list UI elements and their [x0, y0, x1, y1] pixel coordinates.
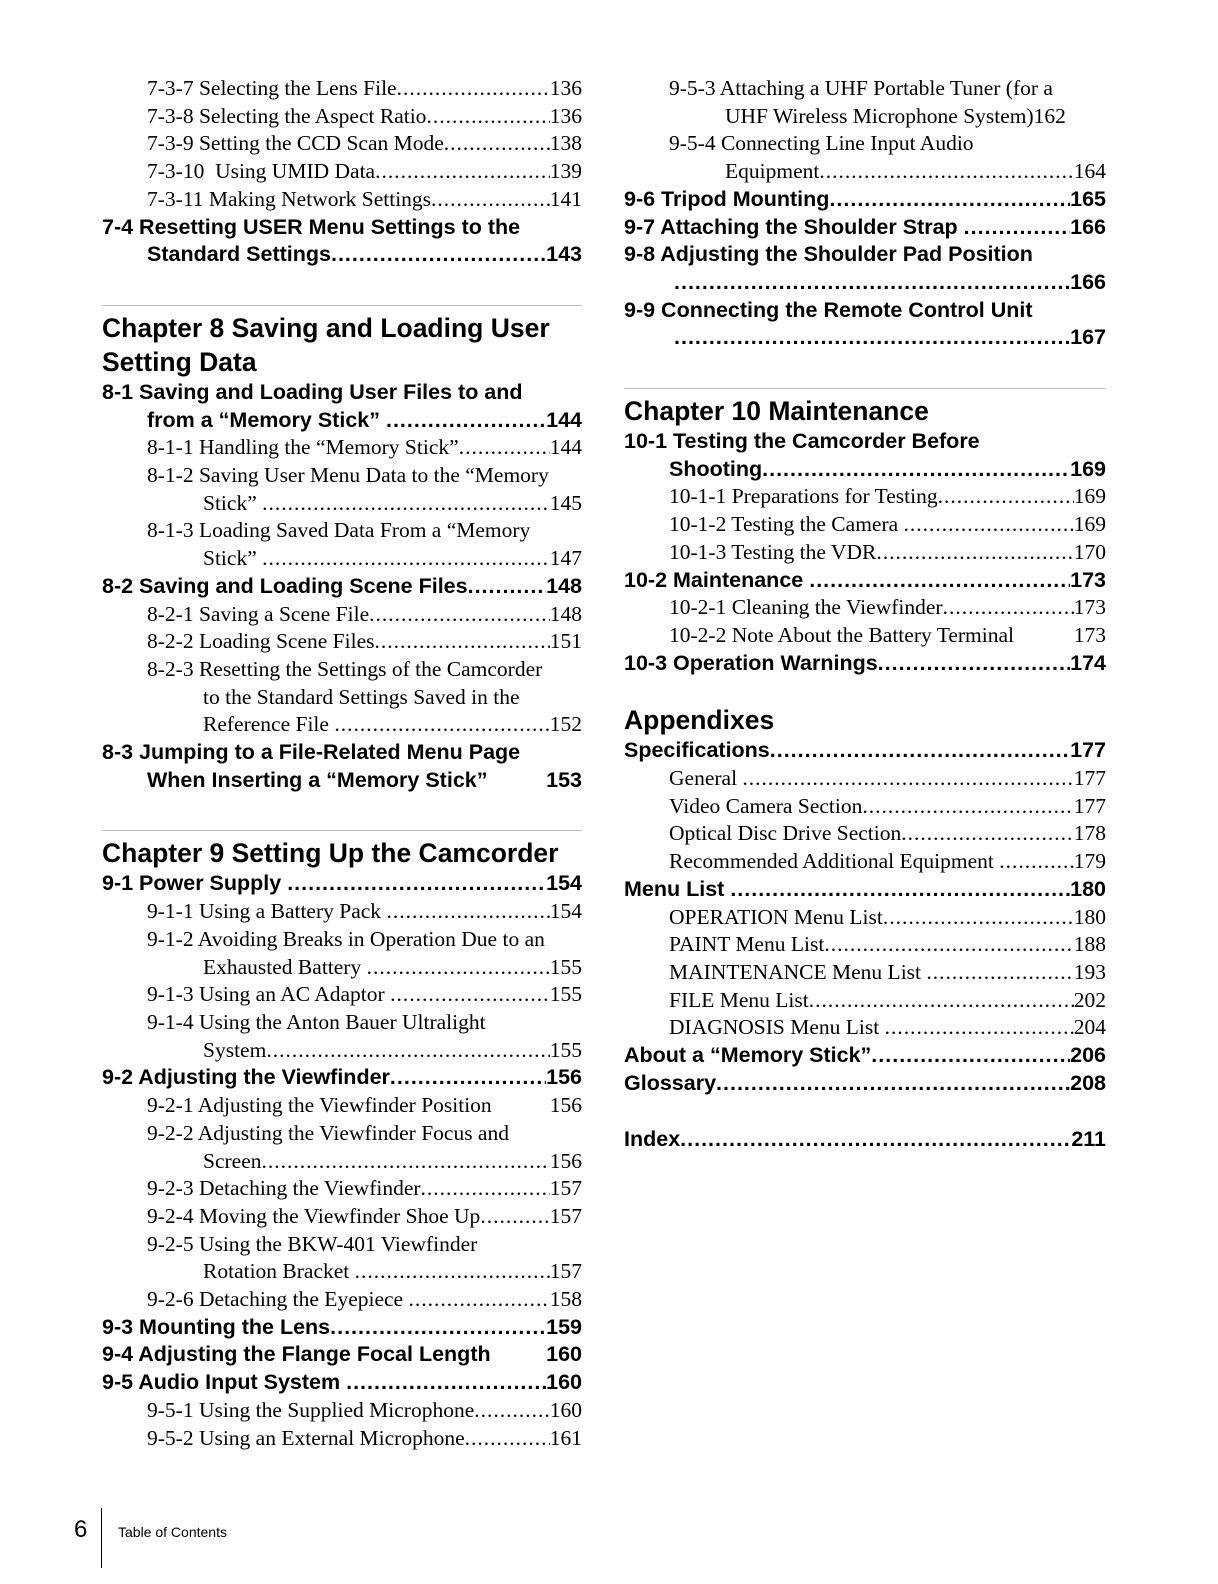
- toc-entry[interactable]: MAINTENANCE Menu List ..... 193: [624, 959, 1106, 987]
- toc-entry[interactable]: 7-3-10 Using UMID Data ..... 139: [102, 158, 582, 186]
- spacer: [624, 1098, 1106, 1126]
- toc-section-10-2[interactable]: 10-2 Maintenance ..... 173: [624, 567, 1106, 595]
- toc-section-9-2[interactable]: 9-2 Adjusting the Viewfinder ..... 156: [102, 1064, 582, 1092]
- toc-entry[interactable]: 9-2-5 Using the BKW-401 Viewfinder Rotation Bracket ..... 157: [102, 1231, 582, 1286]
- chapter-10-divider: [624, 388, 1106, 428]
- toc-section-9-6[interactable]: 9-6 Tripod Mounting ..... 165: [624, 186, 1106, 214]
- chapter-8-title[interactable]: Chapter 8 Saving and Loading User Setting Data: [102, 312, 550, 377]
- toc-section-10-1[interactable]: 10-1 Testing the Camcorder Before Shooting ..... 169: [624, 428, 1106, 483]
- toc-section-8-1[interactable]: 8-1 Saving and Loading User Files to and from a “Memory Stick” ..... 144: [102, 379, 582, 434]
- toc-entry[interactable]: DIAGNOSIS Menu List ..... 204: [624, 1014, 1106, 1042]
- toc-entry[interactable]: 10-2-1 Cleaning the Viewfinder ..... 173: [624, 594, 1106, 622]
- toc-section-8-2[interactable]: 8-2 Saving and Loading Scene Files ..... 148: [102, 573, 582, 601]
- toc-entry[interactable]: 8-1-2 Saving User Menu Data to the “Memory Stick” ..... 145: [102, 462, 582, 517]
- toc-section-9-9[interactable]: 9-9 Connecting the Remote Control Unit ..... 167: [624, 297, 1106, 352]
- toc-entry[interactable]: 7-3-8 Selecting the Aspect Ratio ..... 136: [102, 103, 582, 131]
- chapter-9-title[interactable]: Chapter 9 Setting Up the Camcorder: [102, 838, 559, 869]
- toc-entry[interactable]: OPERATION Menu List ..... 180: [624, 904, 1106, 932]
- toc-entry[interactable]: Video Camera Section ..... 177: [624, 793, 1106, 821]
- toc-section-9-7[interactable]: 9-7 Attaching the Shoulder Strap ..... 166: [624, 214, 1106, 242]
- toc-section-9-1[interactable]: 9-1 Power Supply ..... 154: [102, 870, 582, 898]
- toc-right-column: [624, 75, 1106, 1153]
- toc-entry[interactable]: 7-3-9 Setting the CCD Scan Mode ..... 138: [102, 130, 582, 158]
- chapter-8-divider: [102, 305, 582, 379]
- toc-entry[interactable]: 10-1-1 Preparations for Testing ..... 169: [624, 483, 1106, 511]
- toc-entry[interactable]: 10-2-2 Note About the Battery Terminal 173: [669, 622, 1106, 647]
- toc-entry[interactable]: 10-1-3 Testing the VDR ..... 170: [624, 539, 1106, 567]
- toc-entry[interactable]: 9-2-4 Moving the Viewfinder Shoe Up ..... 157: [102, 1203, 582, 1231]
- toc-entry[interactable]: 10-1-2 Testing the Camera ..... 169: [624, 511, 1106, 539]
- toc-entry[interactable]: 9-5-1 Using the Supplied Microphone ..... 160: [102, 1397, 582, 1425]
- page-number: 6: [74, 1516, 88, 1543]
- footer-divider: [101, 1508, 102, 1568]
- footer-section-title: Table of Contents: [118, 1524, 227, 1540]
- toc-specifications[interactable]: Specifications ..... 177: [624, 737, 1106, 765]
- toc-entry[interactable]: Recommended Additional Equipment ..... 179: [624, 848, 1106, 876]
- toc-glossary[interactable]: Glossary ..... 208: [624, 1070, 1106, 1098]
- chapter-9-divider: [102, 830, 582, 870]
- toc-index[interactable]: Index ..... 211: [624, 1126, 1106, 1154]
- toc-entry[interactable]: 9-5-4 Connecting Line Input Audio Equipment ..... 164: [624, 130, 1106, 185]
- toc-section-9-8[interactable]: 9-8 Adjusting the Shoulder Pad Position ..... 166: [624, 241, 1106, 296]
- toc-entry[interactable]: 9-1-1 Using a Battery Pack ..... 154: [102, 898, 582, 926]
- toc-entry[interactable]: 9-2-1 Adjusting the Viewfinder Position 156: [147, 1093, 582, 1118]
- toc-entry[interactable]: 8-2-1 Saving a Scene File ..... 148: [102, 601, 582, 629]
- toc-menu-list[interactable]: Menu List ..... 180: [624, 876, 1106, 904]
- toc-entry[interactable]: 8-2-2 Loading Scene Files ..... 151: [102, 628, 582, 656]
- toc-section-10-3[interactable]: 10-3 Operation Warnings ..... 174: [624, 650, 1106, 678]
- toc-entry[interactable]: General ..... 177: [624, 765, 1106, 793]
- appendixes-title[interactable]: Appendixes: [624, 705, 775, 736]
- toc-entry[interactable]: 9-5-3 Attaching a UHF Portable Tuner (for a UHF Wireless Microphone System) 162: [669, 76, 1066, 128]
- toc-entry[interactable]: 9-2-6 Detaching the Eyepiece ..... 158: [102, 1286, 582, 1314]
- toc-section-9-5[interactable]: 9-5 Audio Input System ..... 160: [102, 1369, 582, 1397]
- toc-entry[interactable]: 9-2-3 Detaching the Viewfinder ..... 157: [102, 1175, 582, 1203]
- toc-section-9-3[interactable]: 9-3 Mounting the Lens ..... 159: [102, 1314, 582, 1342]
- toc-entry[interactable]: 7-3-11 Making Network Settings ..... 141: [102, 186, 582, 214]
- toc-entry[interactable]: PAINT Menu List ..... 188: [624, 931, 1106, 959]
- toc-entry[interactable]: 9-1-2 Avoiding Breaks in Operation Due to an Exhausted Battery ..... 155: [102, 926, 582, 981]
- toc-entry[interactable]: FILE Menu List ..... 202: [624, 987, 1106, 1015]
- chapter-10-title[interactable]: Chapter 10 Maintenance: [624, 396, 929, 427]
- toc-section-9-4[interactable]: 9-4 Adjusting the Flange Focal Length 160: [102, 1342, 582, 1367]
- toc-section-8-3[interactable]: 8-3 Jumping to a File-Related Menu Page When Inserting a “Memory Stick” 153: [102, 740, 582, 792]
- toc-about-memory-stick[interactable]: About a “Memory Stick” ..... 206: [624, 1042, 1106, 1070]
- toc-entry[interactable]: 9-5-2 Using an External Microphone ..... 161: [102, 1425, 582, 1453]
- toc-entry[interactable]: Optical Disc Drive Section ..... 178: [624, 820, 1106, 848]
- toc-entry[interactable]: 8-2-3 Resetting the Settings of the Camcorder to the Standard Settings Saved in the Reference File ..... 152: [102, 656, 582, 739]
- toc-left-column: [102, 75, 582, 1452]
- toc-entry[interactable]: 9-2-2 Adjusting the Viewfinder Focus and Screen ..... 156: [102, 1120, 582, 1175]
- toc-section-7-4[interactable]: 7-4 Resetting USER Menu Settings to the Standard Settings ..... 143: [102, 214, 582, 269]
- toc-entry[interactable]: 9-1-4 Using the Anton Bauer Ultralight System ..... 155: [102, 1009, 582, 1064]
- toc-entry[interactable]: 7-3-7 Selecting the Lens File ..... 136: [102, 75, 582, 103]
- toc-entry[interactable]: 8-1-3 Loading Saved Data From a “Memory Stick” ..... 147: [102, 517, 582, 572]
- toc-entry[interactable]: 8-1-1 Handling the “Memory Stick” ..... 144: [102, 434, 582, 462]
- toc-entry[interactable]: 9-1-3 Using an AC Adaptor ..... 155: [102, 981, 582, 1009]
